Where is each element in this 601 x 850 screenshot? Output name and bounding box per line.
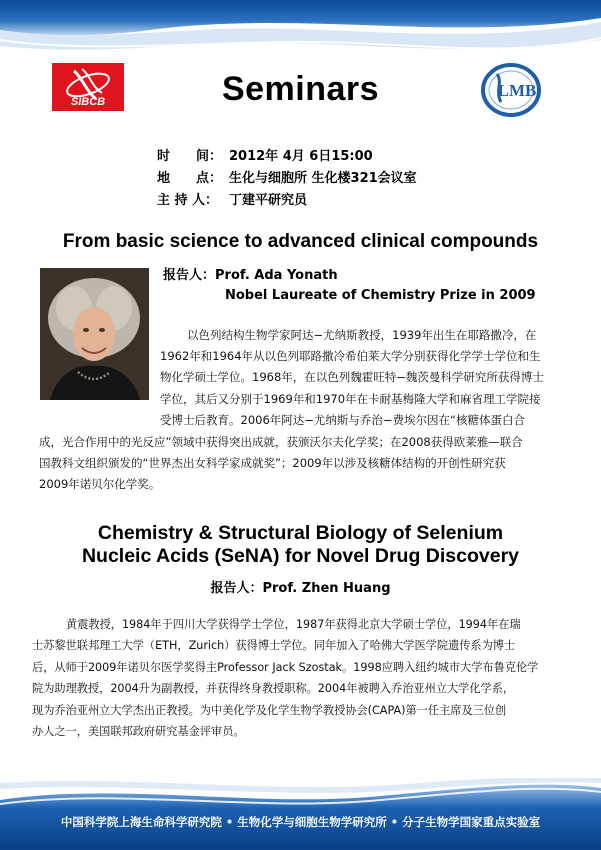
footer-institutions: 中国科学院上海生命科学研究院 • 生物化学与细胞生物学研究所 • 分子生物学国家重点实验室: [60, 815, 541, 829]
talk1-bio-line: 1962年和1964年从以色列耶路撒冷希伯莱大学分别获得化学学士学位和生: [160, 349, 541, 363]
page-title: Seminars: [221, 70, 380, 108]
talk2-bio-line: 现为乔治亚州立大学杰出正教授。为中美化学及化学生物学教授协会(CAPA)第一任主席及三位创: [32, 704, 507, 717]
talk1-bio-line: 物化学硕士学位。1968年，在以色列魏霍旺特−魏茨曼科学研究所获得博士: [160, 370, 544, 384]
sibcb-logo-text: SIBCB: [70, 96, 106, 108]
talk2-bio-line: 黄震教授，1984年于四川大学获得学士学位，1987年获得北京大学硕士学位，1994年在瑞: [66, 618, 521, 631]
talk2-title-line1: Chemistry & Structural Biology of Selenium: [97, 522, 504, 544]
talk1-speaker-name: Prof. Ada Yonath: [215, 268, 338, 283]
talk2-bio-line: 办人之一，美国联邦政府研究基金评审员。: [32, 725, 245, 738]
talk1-bio-line: 国教科文组织颁发的“世界杰出女科学家成就奖”；2009年以涉及核糖体结构的开创性研究获: [39, 456, 506, 470]
talk1-speaker-label: 报告人：: [163, 268, 216, 283]
talk2-speaker-label: 报告人：: [210, 581, 263, 596]
info-location-value: 生化与细胞所 生化楼321会议室: [229, 171, 417, 186]
top-wave-band: [0, 0, 601, 70]
talk2-speaker: [0, 577, 601, 596]
info-host-value: 丁建平研究员: [229, 193, 308, 208]
info-host: [157, 189, 307, 208]
talk1-speaker: [163, 266, 536, 306]
talk2-title-line2: Nucleic Acids (SeNA) for Novel Drug Discovery: [81, 545, 520, 567]
talk1-bio-line: 受博士后教育。2006年阿达−尤纳斯与乔治−费埃尔因在“核糖体蛋白合: [160, 413, 525, 427]
talk1-bio-line: 以色列结构生物学家阿达−尤纳斯教授，1939年出生在耶路撒冷，在: [187, 328, 537, 342]
talk2-bio-line: 士苏黎世联邦理工大学（ETH，Zurich）获得博士学位。同年加入了哈佛大学医学院遗传系为博士: [32, 639, 516, 652]
info-time: [157, 145, 373, 164]
lmb-logo-text: LMB: [497, 81, 537, 100]
talk1-speaker-honor: Nobel Laureate of Chemistry Prize in 2009: [225, 288, 536, 303]
info-time-value: 2012年 4月 6日15:00: [229, 149, 373, 164]
info-location: [157, 167, 417, 186]
talk2-speaker-name: Prof. Zhen Huang: [262, 581, 391, 596]
talk2-bio-line: 后，从师于2009年诺贝尔医学奖得主Professor Jack Szostak。1998应聘入纽约城市大学布鲁克伦学: [32, 661, 539, 674]
info-time-label: 时 间：: [157, 149, 223, 164]
talk1-bio-line: 成，光合作用中的光反应”领域中获得突出成就，获颁沃尔夫化学奖；在2008获得欧莱雅—联合: [39, 435, 523, 449]
talk1-title: From basic science to advanced clinical compounds: [62, 231, 539, 252]
talk1-bio-line: 学位，其后又分别于1969年和1970年在卡耐基梅隆大学和麻省理工学院接: [160, 392, 541, 406]
talk2-bio-line: 院为助理教授，2004升为副教授，并获得终身教授职称。2004年被聘入乔治亚州立大学化学系，: [32, 682, 515, 695]
talk1-bio-line: 2009年诺贝尔化学奖。: [39, 477, 161, 491]
info-host-label: 主 持 人：: [157, 193, 219, 208]
info-location-label: 地 点：: [157, 171, 223, 186]
speaker-photo: [40, 268, 149, 400]
